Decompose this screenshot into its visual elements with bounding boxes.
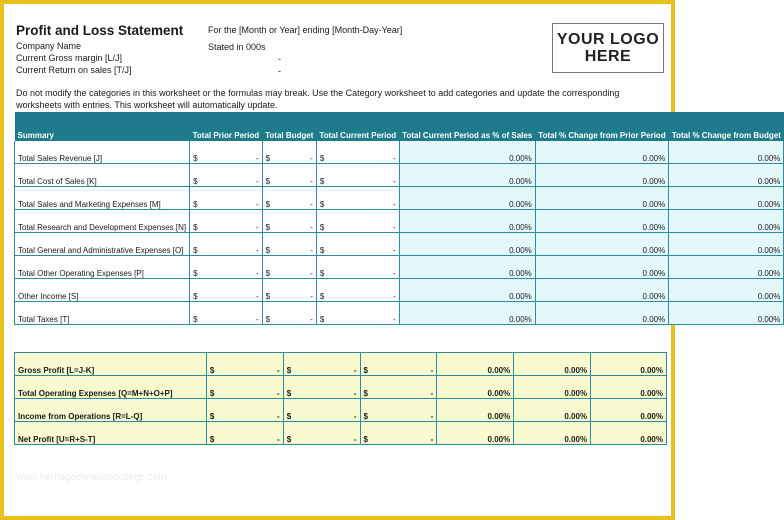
current-cell[interactable]: [360, 353, 437, 376]
currency-symbol: $: [363, 435, 368, 444]
change-from-prior-cell[interactable]: 0.00%: [535, 256, 668, 279]
column-header: Total Current Period: [316, 112, 399, 141]
table-row: [15, 187, 784, 210]
column-header: Total % Change from Prior Period: [535, 112, 668, 141]
logo-placeholder[interactable]: YOUR LOGO HERE: [552, 23, 664, 73]
row-label-cell[interactable]: Total Operating Expenses [Q=M+N+O+P]: [15, 376, 207, 399]
table-row: [15, 399, 667, 422]
table-row: [15, 422, 667, 445]
current-cell[interactable]: [316, 256, 399, 279]
budget-cell[interactable]: [262, 210, 316, 233]
pct-of-sales-cell[interactable]: 0.00%: [399, 141, 535, 164]
budget-cell[interactable]: [262, 302, 316, 325]
currency-symbol: $: [265, 154, 271, 163]
change-from-prior-cell[interactable]: 0.00%: [535, 302, 668, 325]
amount-value: -: [255, 200, 259, 209]
row-label-cell[interactable]: Total Sales Revenue [J]: [15, 141, 190, 164]
prior-cell[interactable]: [190, 164, 263, 187]
pct-of-sales-cell[interactable]: 0.00%: [399, 164, 535, 187]
totals-table: [14, 352, 667, 445]
budget-cell[interactable]: [262, 141, 316, 164]
currency-symbol: $: [209, 389, 215, 398]
amount-value: -: [255, 292, 259, 301]
row-label-cell[interactable]: Total Other Operating Expenses [P]: [15, 256, 190, 279]
amount-value: -: [310, 292, 313, 301]
current-cell[interactable]: [360, 376, 437, 399]
currency-symbol: $: [319, 154, 325, 163]
amount-value: -: [430, 412, 434, 421]
change-from-prior-cell[interactable]: 0.00%: [514, 399, 591, 422]
change-from-budget-cell[interactable]: 0.00%: [591, 399, 667, 422]
budget-cell[interactable]: [283, 353, 360, 376]
amount-value: -: [310, 269, 313, 278]
current-cell[interactable]: [316, 302, 399, 325]
amount-value: -: [310, 154, 313, 163]
return-on-sales-label: Current Return on sales [T/J]: [16, 65, 132, 75]
change-from-prior-cell[interactable]: 0.00%: [535, 187, 668, 210]
amount-value: -: [393, 223, 396, 232]
current-cell[interactable]: [360, 399, 437, 422]
change-from-prior-cell[interactable]: 0.00%: [514, 376, 591, 399]
currency-symbol: $: [286, 389, 292, 398]
stated-in-cell[interactable]: Stated in 000s: [208, 42, 266, 52]
change-from-prior-cell[interactable]: 0.00%: [535, 233, 668, 256]
currency-symbol: $: [193, 154, 198, 163]
budget-cell[interactable]: [283, 376, 360, 399]
budget-cell[interactable]: [283, 422, 360, 445]
currency-symbol: $: [193, 177, 198, 186]
company-name-cell[interactable]: Company Name: [16, 41, 82, 51]
currency-symbol: $: [265, 223, 271, 232]
currency-symbol: $: [265, 200, 271, 209]
table-row: [15, 353, 667, 376]
amount-value: -: [393, 269, 396, 278]
prior-cell[interactable]: [190, 187, 263, 210]
period-cell[interactable]: For the [Month or Year] ending [Month-Day-Year]: [208, 25, 403, 35]
currency-symbol: $: [319, 315, 325, 324]
change-from-budget-cell[interactable]: 0.00%: [591, 422, 667, 445]
pct-of-sales-cell[interactable]: 0.00%: [399, 210, 535, 233]
amount-value: -: [393, 154, 396, 163]
row-label-cell[interactable]: Income from Operations [R=L-Q]: [15, 399, 207, 422]
budget-cell[interactable]: [283, 399, 360, 422]
currency-symbol: $: [319, 200, 325, 209]
table-row: [15, 164, 784, 187]
currency-symbol: $: [193, 269, 198, 278]
currency-symbol: $: [363, 389, 368, 398]
page-title: Profit and Loss Statement: [16, 23, 184, 38]
row-label-cell[interactable]: Net Profit [U=R+S-T]: [15, 422, 207, 445]
currency-symbol: $: [209, 435, 215, 444]
column-header: Total Current Period as % of Sales: [399, 112, 535, 141]
pct-of-sales-cell[interactable]: 0.00%: [437, 353, 514, 376]
pct-of-sales-cell[interactable]: 0.00%: [399, 233, 535, 256]
amount-value: -: [255, 315, 259, 324]
amount-value: -: [430, 389, 434, 398]
amount-value: -: [255, 154, 259, 163]
currency-symbol: $: [319, 292, 325, 301]
table-row: [15, 376, 667, 399]
currency-symbol: $: [363, 366, 368, 375]
current-cell[interactable]: [316, 279, 399, 302]
amount-value: -: [353, 389, 357, 398]
amount-value: -: [255, 269, 259, 278]
row-label-cell[interactable]: Other Income [S]: [15, 279, 190, 302]
currency-symbol: $: [286, 435, 292, 444]
change-from-budget-cell[interactable]: 0.00%: [669, 164, 784, 187]
budget-cell[interactable]: [262, 233, 316, 256]
currency-symbol: $: [319, 177, 325, 186]
currency-symbol: $: [209, 366, 215, 375]
currency-symbol: $: [193, 200, 198, 209]
currency-symbol: $: [286, 412, 292, 421]
detail-rows: [15, 141, 784, 325]
currency-symbol: $: [193, 315, 198, 324]
change-from-budget-cell[interactable]: 0.00%: [669, 256, 784, 279]
prior-cell[interactable]: [206, 353, 283, 376]
return-on-sales-value[interactable]: -: [278, 66, 281, 76]
row-label-cell[interactable]: Gross Profit [L=J-K]: [15, 353, 207, 376]
current-cell[interactable]: [316, 210, 399, 233]
amount-value: -: [277, 412, 280, 421]
current-cell[interactable]: [360, 422, 437, 445]
worksheet: [12, 4, 781, 514]
amount-value: -: [277, 389, 280, 398]
column-header: Total Budget: [262, 112, 316, 141]
pct-of-sales-cell[interactable]: 0.00%: [399, 187, 535, 210]
row-label-cell[interactable]: Total Cost of Sales [K]: [15, 164, 190, 187]
budget-cell[interactable]: [262, 279, 316, 302]
change-from-budget-cell[interactable]: 0.00%: [591, 376, 667, 399]
table-row: [15, 279, 784, 302]
amount-value: -: [393, 292, 396, 301]
amount-value: -: [310, 246, 313, 255]
current-cell[interactable]: [316, 141, 399, 164]
prior-cell[interactable]: [190, 233, 263, 256]
currency-symbol: $: [209, 412, 215, 421]
currency-symbol: $: [265, 177, 271, 186]
row-label-cell[interactable]: Total Taxes [T]: [15, 302, 190, 325]
change-from-prior-cell[interactable]: 0.00%: [514, 353, 591, 376]
change-from-budget-cell[interactable]: 0.00%: [669, 210, 784, 233]
table-header: [15, 112, 784, 141]
change-from-prior-cell[interactable]: 0.00%: [514, 422, 591, 445]
current-cell[interactable]: [316, 164, 399, 187]
budget-cell[interactable]: [262, 164, 316, 187]
change-from-prior-cell[interactable]: 0.00%: [535, 164, 668, 187]
prior-cell[interactable]: [190, 210, 263, 233]
amount-value: -: [353, 412, 357, 421]
instructions-note: Do not modify the categories in this worksheet or the formulas may break. Use the Category worksheet to add categories and update the corresponding worksheets with entries. This worksheet will automatically update.: [16, 88, 620, 110]
currency-symbol: $: [265, 292, 271, 301]
currency-symbol: $: [193, 246, 198, 255]
pct-of-sales-cell[interactable]: 0.00%: [399, 256, 535, 279]
currency-symbol: $: [265, 269, 271, 278]
change-from-budget-cell[interactable]: 0.00%: [669, 141, 784, 164]
pct-of-sales-cell[interactable]: 0.00%: [437, 422, 514, 445]
budget-cell[interactable]: [262, 256, 316, 279]
currency-symbol: $: [319, 269, 325, 278]
amount-value: -: [310, 200, 313, 209]
change-from-budget-cell[interactable]: 0.00%: [669, 279, 784, 302]
change-from-budget-cell[interactable]: 0.00%: [669, 302, 784, 325]
current-cell[interactable]: [316, 233, 399, 256]
change-from-prior-cell[interactable]: 0.00%: [535, 210, 668, 233]
amount-value: -: [310, 223, 313, 232]
prior-cell[interactable]: [206, 376, 283, 399]
change-from-budget-cell[interactable]: 0.00%: [591, 353, 667, 376]
column-header: Total Prior Period: [190, 112, 263, 141]
pct-of-sales-cell[interactable]: 0.00%: [437, 399, 514, 422]
currency-symbol: $: [319, 223, 325, 232]
amount-value: -: [310, 177, 313, 186]
currency-symbol: $: [265, 315, 271, 324]
change-from-budget-cell[interactable]: 0.00%: [669, 233, 784, 256]
prior-cell[interactable]: [206, 399, 283, 422]
amount-value: -: [277, 435, 280, 444]
amount-value: -: [353, 435, 357, 444]
table-row: [15, 256, 784, 279]
currency-symbol: $: [265, 246, 271, 255]
watermark: www.heritagechristiancollege.com: [16, 472, 167, 483]
prior-cell[interactable]: [206, 422, 283, 445]
amount-value: -: [393, 177, 396, 186]
table-row: [15, 233, 784, 256]
currency-symbol: $: [319, 246, 325, 255]
amount-value: -: [255, 246, 259, 255]
row-label-cell[interactable]: Total General and Administrative Expenses [O]: [15, 233, 190, 256]
amount-value: -: [353, 366, 357, 375]
table-row: [15, 210, 784, 233]
amount-value: -: [393, 200, 396, 209]
budget-cell[interactable]: [262, 187, 316, 210]
pct-of-sales-cell[interactable]: 0.00%: [399, 302, 535, 325]
amount-value: -: [255, 223, 259, 232]
pct-of-sales-cell[interactable]: 0.00%: [437, 376, 514, 399]
pct-of-sales-cell[interactable]: 0.00%: [399, 279, 535, 302]
change-from-prior-cell[interactable]: 0.00%: [535, 141, 668, 164]
column-header: Total % Change from Budget: [669, 112, 784, 141]
prior-cell[interactable]: [190, 256, 263, 279]
amount-value: -: [255, 177, 259, 186]
change-from-prior-cell[interactable]: 0.00%: [535, 279, 668, 302]
table-row: [15, 302, 784, 325]
amount-value: -: [277, 366, 280, 375]
amount-value: -: [430, 435, 434, 444]
currency-symbol: $: [193, 223, 198, 232]
summary-table: [14, 112, 784, 325]
change-from-budget-cell[interactable]: 0.00%: [669, 187, 784, 210]
prior-cell[interactable]: [190, 279, 263, 302]
prior-cell[interactable]: [190, 302, 263, 325]
amount-value: -: [310, 315, 313, 324]
currency-symbol: $: [363, 412, 368, 421]
amount-value: -: [430, 366, 434, 375]
gross-margin-value[interactable]: -: [278, 54, 281, 64]
amount-value: -: [393, 246, 396, 255]
row-label-cell[interactable]: Total Sales and Marketing Expenses [M]: [15, 187, 190, 210]
column-header: Summary: [15, 112, 190, 141]
amount-value: -: [393, 315, 396, 324]
currency-symbol: $: [286, 366, 292, 375]
gross-margin-label: Current Gross margin [L/J]: [16, 53, 123, 63]
totals-rows: [15, 353, 667, 445]
row-label-cell[interactable]: Total Research and Development Expenses [N]: [15, 210, 190, 233]
table-row: [15, 141, 784, 164]
prior-cell[interactable]: [190, 141, 263, 164]
current-cell[interactable]: [316, 187, 399, 210]
currency-symbol: $: [193, 292, 198, 301]
